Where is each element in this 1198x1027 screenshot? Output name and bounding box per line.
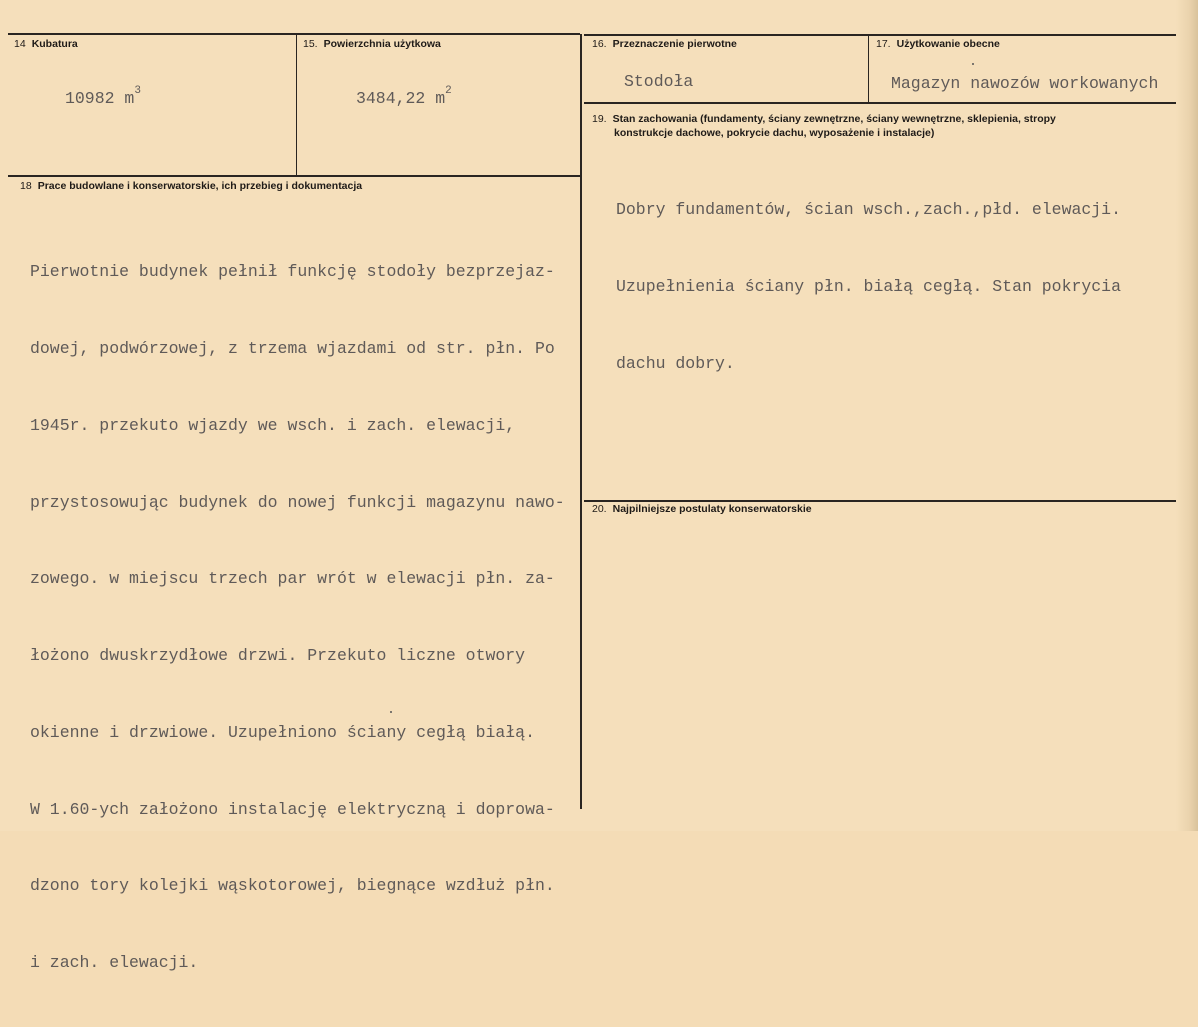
top-rule-left	[8, 33, 580, 35]
powierzchnia-unit-exponent: 2	[445, 85, 452, 97]
rule-above-19	[584, 102, 1178, 104]
field-18-line: przystosowując budynek do nowej funkcji magazynu nawo-	[30, 492, 565, 512]
field-18-line: zowego. w miejscu trzech par wrót w elewacji płn. za-	[30, 569, 555, 589]
field-18-text	[30, 208, 565, 1027]
field-20-label	[592, 502, 812, 516]
card-edge-shadow	[1176, 0, 1198, 831]
field-16-number: 16.	[592, 38, 607, 50]
field-16-label	[592, 37, 737, 51]
paper-speck	[390, 711, 392, 713]
field-18-number: 18	[20, 180, 32, 192]
field-18-title: Prace budowlane i konserwatorskie, ich przebieg i dokumentacja	[37, 180, 363, 192]
field-19-text	[616, 146, 1121, 428]
rule-above-18	[8, 175, 580, 177]
field-14-number: 14	[14, 38, 26, 50]
field-14-label	[14, 37, 78, 51]
field-19-title-cont: konstrukcje dachowe, pokrycie dachu, wyposażenie i instalacje)	[614, 127, 935, 139]
field-14-title: Kubatura	[31, 38, 78, 50]
field-15-value	[356, 86, 452, 112]
kubatura-value: 10982 m	[65, 89, 135, 108]
field-19-label	[592, 112, 1172, 140]
field-16-title: Przeznaczenie pierwotne	[612, 38, 737, 50]
field-18-line: łożono dwuskrzydłowe drzwi. Przekuto liczne otwory	[30, 646, 526, 666]
field-20-title: Najpilniejsze postulaty konserwatorskie	[612, 503, 812, 515]
field-18-line: 1945r. przekuto wjazdy we wsch. i zach. elewacji,	[30, 415, 516, 435]
field-15-title: Powierzchnia użytkowa	[323, 38, 441, 50]
field-17-value: Magazyn nawozów workowanych	[891, 74, 1159, 93]
divider-16-17	[868, 35, 869, 103]
field-17-label	[876, 37, 1000, 51]
divider-14-15	[296, 34, 297, 176]
field-18-line: W 1.60-ych założono instalację elektryczną i doprowa-	[30, 799, 555, 819]
field-17-number: 17.	[876, 38, 891, 50]
field-18-line: okienne i drzwiowe. Uzupełniono ściany cegłą białą.	[30, 722, 535, 742]
field-19-line: Dobry fundamentów, ścian wsch.,zach.,płd. elewacji.	[616, 200, 1121, 220]
field-14-value	[65, 86, 141, 112]
field-15-label	[303, 37, 441, 51]
field-16-value: Stodoła	[624, 72, 694, 91]
field-20-number: 20.	[592, 503, 607, 515]
powierzchnia-value: 3484,22 m	[356, 89, 446, 108]
field-18-line: dowej, podwórzowej, z trzema wjazdami od str. płn. Po	[30, 338, 555, 358]
field-17-title: Użytkowanie obecne	[896, 38, 1000, 50]
field-18-line: dzono tory kolejki wąskotorowej, biegnące wzdłuż płn.	[30, 876, 555, 896]
center-divider	[580, 34, 582, 809]
field-19-number: 19.	[592, 113, 607, 125]
paper-speck	[972, 63, 974, 65]
field-18-label	[20, 179, 362, 193]
field-19-line: Uzupełnienia ściany płn. białą cegłą. Stan pokrycia	[616, 276, 1121, 296]
top-rule-right	[584, 34, 1178, 36]
field-19-title: Stan zachowania (fundamenty, ściany zewnętrzne, ściany wewnętrzne, sklepienia, stropy	[612, 113, 1056, 125]
kubatura-unit-exponent: 3	[134, 85, 141, 97]
field-18-line: i zach. elewacji.	[30, 953, 199, 973]
field-15-number: 15.	[303, 38, 318, 50]
field-18-line: Pierwotnie budynek pełnił funkcję stodoły bezprzejaz-	[30, 262, 555, 282]
field-19-line: dachu dobry.	[616, 353, 735, 373]
